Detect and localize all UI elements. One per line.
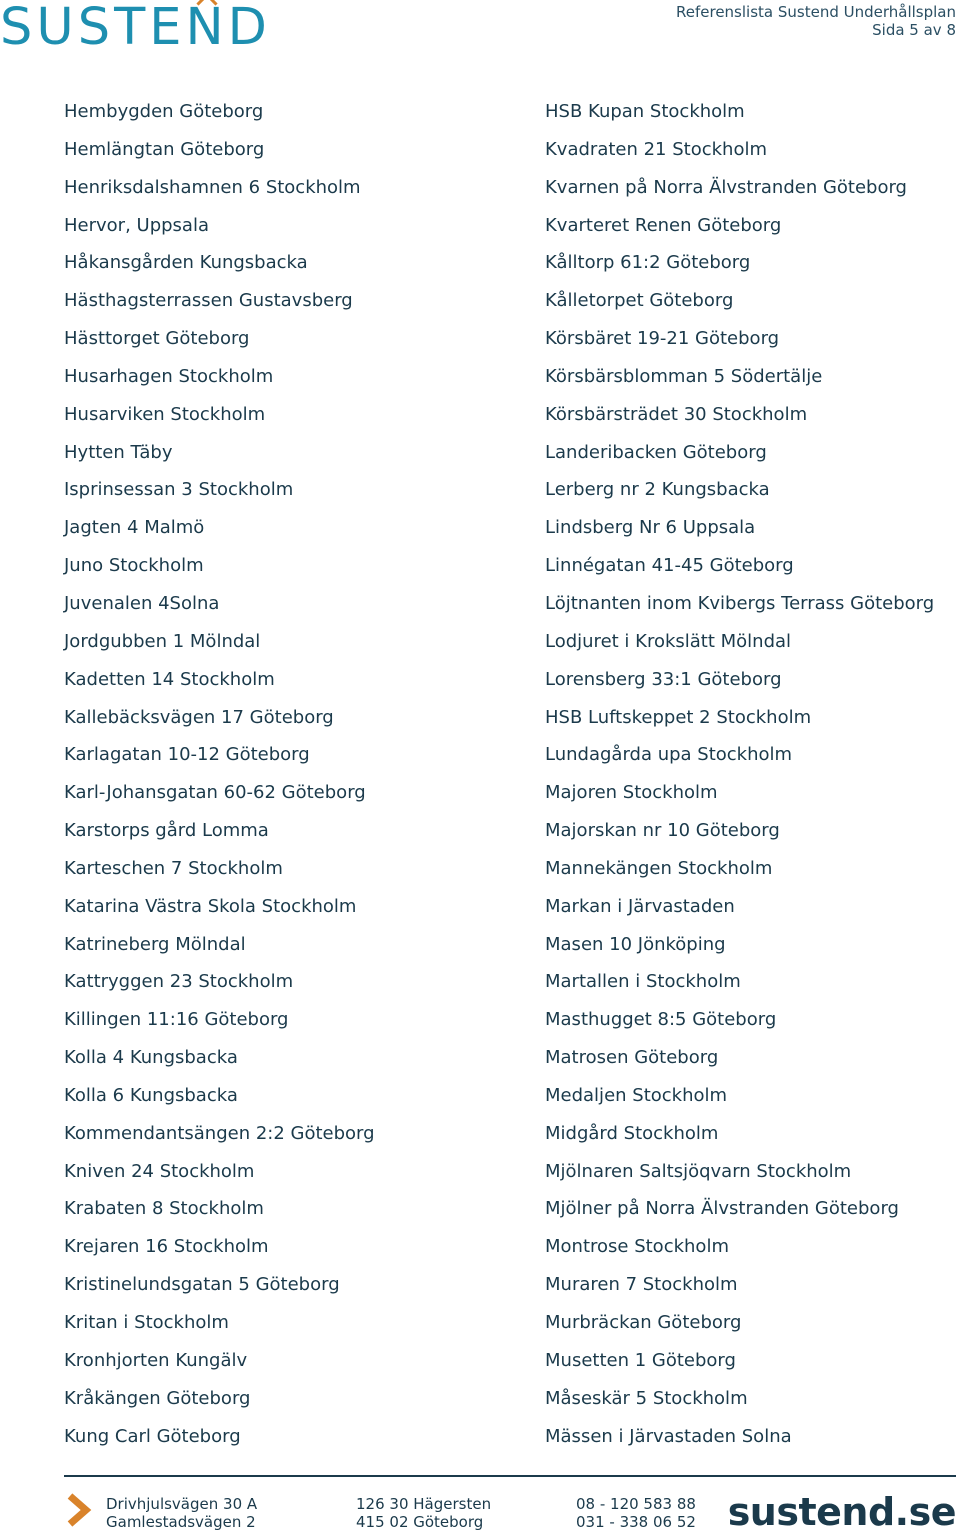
- list-item: Lorensberg 33:1 Göteborg: [545, 668, 782, 690]
- chevron-right-icon: [64, 1493, 94, 1527]
- list-item: Katarina Västra Skola Stockholm: [64, 895, 357, 917]
- list-item: Matrosen Göteborg: [545, 1047, 719, 1069]
- postal-line: 126 30 Hägersten: [356, 1495, 492, 1513]
- footer-phones: [576, 1495, 696, 1531]
- page-number: Sida 5 av 8: [872, 21, 956, 39]
- postal-line: 415 02 Göteborg: [356, 1513, 484, 1531]
- list-item: Mässen i Järvastaden Solna: [545, 1425, 792, 1447]
- footer-divider: [64, 1475, 956, 1477]
- list-item: Kniven 24 Stockholm: [64, 1160, 255, 1182]
- list-item: Hästtorget Göteborg: [64, 328, 250, 350]
- list-item: Krabaten 8 Stockholm: [64, 1198, 264, 1220]
- list-item: Medaljen Stockholm: [545, 1084, 728, 1106]
- list-item: Kommendantsängen 2:2 Göteborg: [64, 1122, 375, 1144]
- list-item: Majoren Stockholm: [545, 782, 718, 804]
- list-item: Kråkängen Göteborg: [64, 1387, 251, 1409]
- list-item: Juno Stockholm: [64, 555, 204, 577]
- list-item: Lerberg nr 2 Kungsbacka: [545, 479, 770, 501]
- phone-line: 08 - 120 583 88: [576, 1495, 696, 1513]
- list-item: Katrineberg Mölndal: [64, 933, 246, 955]
- page-header: [676, 3, 956, 39]
- list-item: Kvarteret Renen Göteborg: [545, 214, 782, 236]
- list-item: Hemlängtan Göteborg: [64, 138, 265, 160]
- list-item: Körsbäret 19-21 Göteborg: [545, 328, 780, 350]
- list-item: Kristinelundsgatan 5 Göteborg: [64, 1274, 340, 1296]
- list-item: Masen 10 Jönköping: [545, 933, 726, 955]
- list-item: Håkansgården Kungsbacka: [64, 252, 308, 274]
- list-item: Hervor, Uppsala: [64, 214, 209, 236]
- reference-list-right: [545, 93, 934, 1455]
- footer-addresses: [106, 1495, 257, 1531]
- list-item: Linnégatan 41-45 Göteborg: [545, 555, 794, 577]
- list-item: Henriksdalshamnen 6 Stockholm: [64, 176, 361, 198]
- list-item: Löjtnanten inom Kvibergs Terrass Göteborg: [545, 592, 935, 614]
- list-item: Kolla 4 Kungsbacka: [64, 1047, 238, 1069]
- list-item: Husarviken Stockholm: [64, 403, 266, 425]
- list-item: Masthugget 8:5 Göteborg: [545, 1009, 777, 1031]
- company-logo: SUSTEND: [0, 0, 271, 57]
- list-item: Kvadraten 21 Stockholm: [545, 138, 768, 160]
- list-item: Karstorps gård Lomma: [64, 820, 269, 842]
- website-link[interactable]: sustend.se: [727, 1490, 956, 1534]
- address-line: Gamlestadsvägen 2: [106, 1513, 256, 1531]
- list-item: Murbräckan Göteborg: [545, 1312, 742, 1333]
- list-item: Kålletorpet Göteborg: [545, 290, 734, 312]
- list-item: Hästhagsterrassen Gustavsberg: [64, 290, 353, 312]
- list-item: Kattryggen 23 Stockholm: [64, 971, 294, 993]
- list-item: Körsbärsblomman 5 Södertälje: [545, 365, 823, 387]
- list-item: Hytten Täby: [64, 441, 173, 463]
- reference-list-left: [64, 93, 375, 1455]
- list-item: Mjölnaren Saltsjöqvarn Stockholm: [545, 1160, 852, 1182]
- list-item: Husarhagen Stockholm: [64, 365, 274, 387]
- list-item: Midgård Stockholm: [545, 1122, 719, 1144]
- list-item: Juvenalen 4Solna: [64, 592, 220, 614]
- list-item: Isprinsessan 3 Stockholm: [64, 479, 294, 501]
- list-item: Jagten 4 Malmö: [64, 517, 205, 539]
- list-item: Karteschen 7 Stockholm: [64, 857, 283, 879]
- list-item: Mannekängen Stockholm: [545, 857, 773, 879]
- list-item: Markan i Järvastaden: [545, 895, 735, 917]
- list-item: Kronhjorten Kungälv: [64, 1349, 248, 1371]
- list-item: Hembygden Göteborg: [64, 101, 264, 122]
- list-item: Landeribacken Göteborg: [545, 441, 767, 463]
- list-item: Musetten 1 Göteborg: [545, 1349, 736, 1371]
- list-item: Kolla 6 Kungsbacka: [64, 1084, 238, 1106]
- list-item: Kung Carl Göteborg: [64, 1425, 241, 1447]
- list-item: Karlagatan 10-12 Göteborg: [64, 744, 310, 766]
- list-item: Muraren 7 Stockholm: [545, 1274, 738, 1296]
- list-item: Lindsberg Nr 6 Uppsala: [545, 517, 756, 539]
- list-item: Montrose Stockholm: [545, 1236, 729, 1258]
- list-item: Kallebäcksvägen 17 Göteborg: [64, 706, 334, 728]
- list-item: Lundagårda upa Stockholm: [545, 744, 793, 766]
- document-title: Referenslista Sustend Underhållsplan: [676, 3, 956, 21]
- list-item: Lodjuret i Krokslätt Mölndal: [545, 630, 792, 652]
- list-item: HSB Kupan Stockholm: [545, 101, 745, 122]
- list-item: Karl-Johansgatan 60-62 Göteborg: [64, 782, 366, 804]
- footer-postal: [356, 1495, 491, 1531]
- list-item: Kadetten 14 Stockholm: [64, 668, 275, 690]
- list-item: HSB Luftskeppet 2 Stockholm: [545, 706, 812, 728]
- phone-line: 031 - 338 06 52: [576, 1513, 696, 1531]
- list-item: Killingen 11:16 Göteborg: [64, 1009, 289, 1031]
- list-item: Körsbärsträdet 30 Stockholm: [545, 403, 808, 425]
- address-line: Drivhjulsvägen 30 A: [106, 1495, 258, 1513]
- list-item: Majorskan nr 10 Göteborg: [545, 820, 780, 842]
- list-item: Krejaren 16 Stockholm: [64, 1236, 269, 1258]
- list-item: Kålltorp 61:2 Göteborg: [545, 252, 751, 274]
- list-item: Mjölner på Norra Älvstranden Göteborg: [545, 1198, 899, 1220]
- list-item: Martallen i Stockholm: [545, 971, 741, 993]
- list-item: Jordgubben 1 Mölndal: [64, 630, 261, 652]
- list-item: Kritan i Stockholm: [64, 1312, 229, 1333]
- list-item: Måseskär 5 Stockholm: [545, 1387, 748, 1409]
- list-item: Kvarnen på Norra Älvstranden Göteborg: [545, 176, 907, 198]
